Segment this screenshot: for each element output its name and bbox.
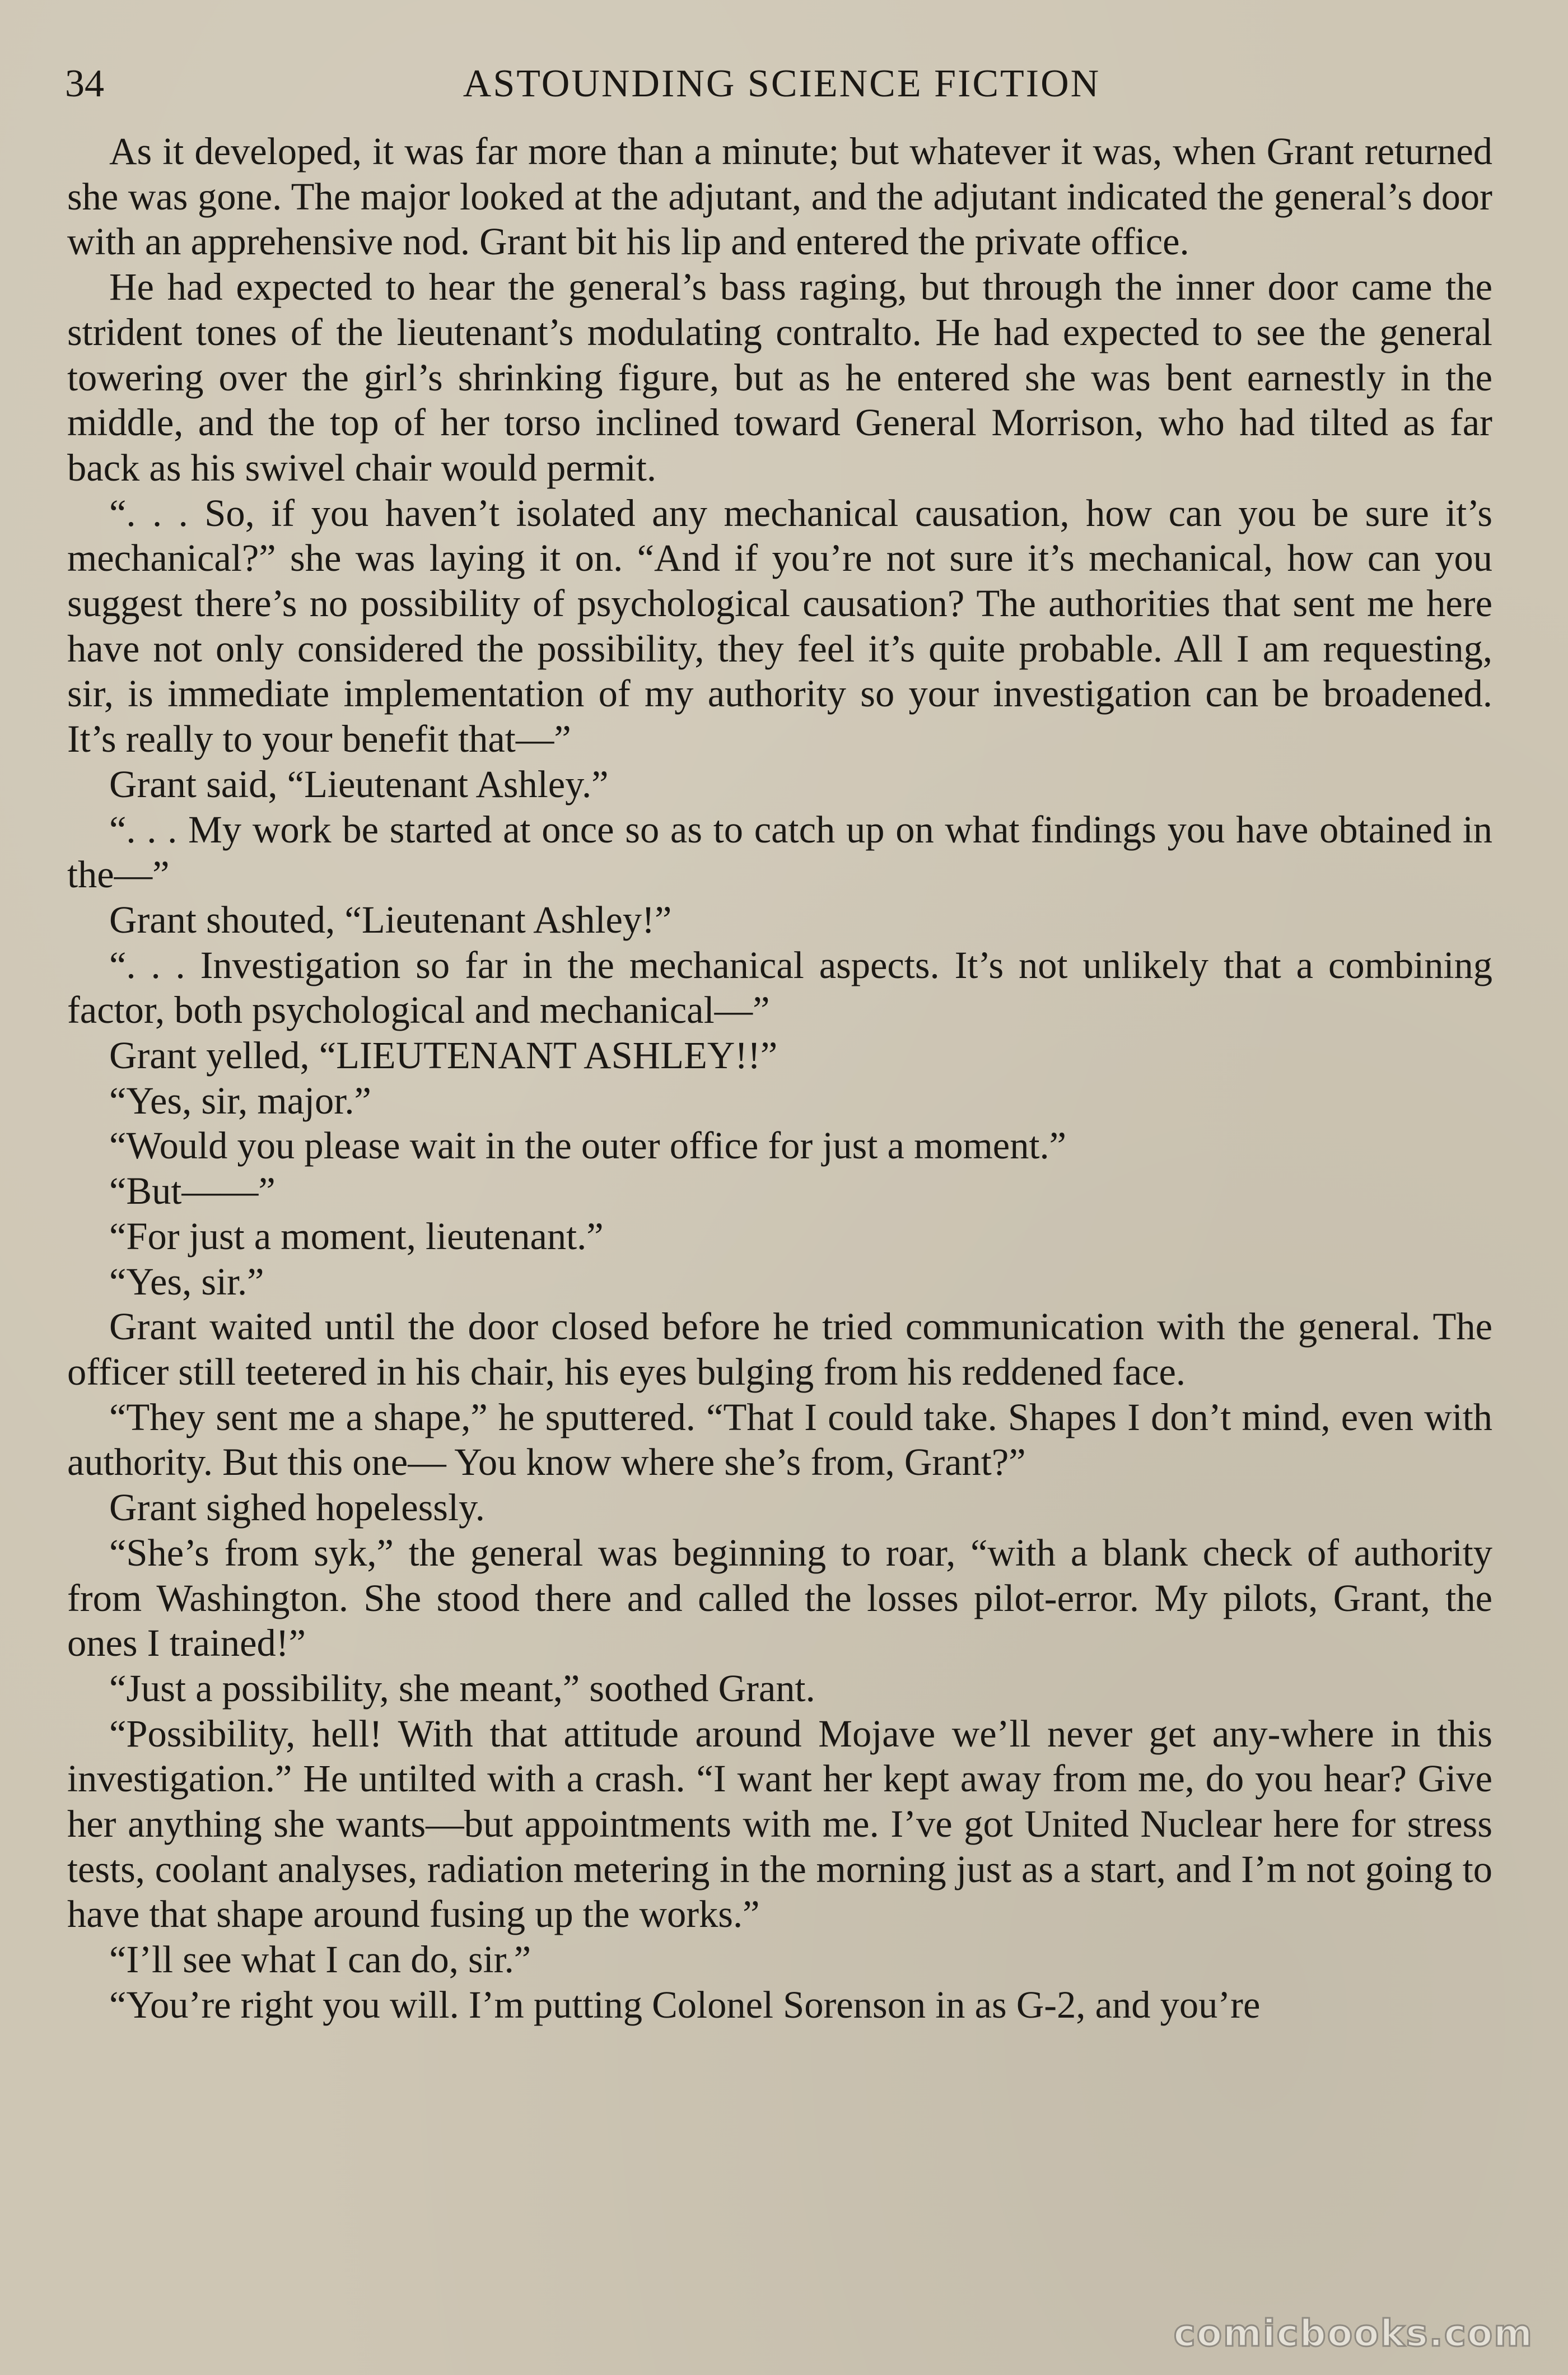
paragraph: “She’s from syk,” the general was beginning to roar, “with a blank check of authority from Washington. She stood there and called the losses pilot-error. My pilots, Grant, the ones I trained!” xyxy=(67,1531,1492,1665)
paragraph: “You’re right you will. I’m putting Colonel Sorenson in as G-2, and you’re xyxy=(109,1983,1261,2026)
paragraph: “. . . So, if you haven’t isolated any mechanical causation, how can you be sure it’s mechanical?” she was laying it on. “And if you’re not sure it’s mechanical, how can you suggest there’s no possibility of psychological causation? The authorities that sent me here have not only considered the possibility, they feel it’s quite probable. All I am requesting, sir, is immediate implementation of my authority so your investigation can be broadened. It’s really to your benefit that—” xyxy=(67,491,1492,761)
paragraph: “Possibility, hell! With that attitude around Mojave we’ll never get any-where in this investigation.” He untilted with a crash. “I want her kept away from me, do you hear? Give her anything she wants—but appointments with me. I’ve got United Nuclear here for stress tests, coolant analyses, radiation metering in the morning just as a start, and I’m not going to have that shape around fusing up the works.” xyxy=(67,1712,1492,1936)
paragraph: Grant waited until the door closed before he tried communication with the general. The officer still teetered in his chair, his eyes bulging from his reddened face. xyxy=(67,1305,1492,1393)
paragraph: Grant sighed hopelessly. xyxy=(109,1486,485,1529)
paragraph: “. . . Investigation so far in the mechanical aspects. It’s not unlikely that a combining factor, both psychological and mechanical—” xyxy=(67,943,1492,1032)
story-text xyxy=(67,129,1492,2028)
page-number: 34 xyxy=(65,62,104,105)
paragraph: “But——” xyxy=(109,1170,276,1213)
paragraph: “Just a possibility, she meant,” soothed Grant. xyxy=(109,1666,815,1710)
running-title: ASTOUNDING SCIENCE FICTION xyxy=(463,62,1101,105)
paragraph: “I’ll see what I can do, sir.” xyxy=(109,1938,531,1981)
page-header xyxy=(65,56,1499,112)
paragraph: “For just a moment, lieutenant.” xyxy=(109,1214,604,1258)
paragraph: Grant shouted, “Lieutenant Ashley!” xyxy=(109,898,672,941)
paragraph: Grant yelled, “LIEUTENANT ASHLEY!!” xyxy=(109,1034,778,1077)
paragraph: “Yes, sir, major.” xyxy=(109,1079,371,1122)
paragraph: “. . . My work be started at once so as to catch up on what findings you have obtained in the—” xyxy=(67,808,1492,896)
paragraph: “Yes, sir.” xyxy=(109,1260,264,1303)
site-watermark: comicbooks.com xyxy=(1173,2312,1533,2355)
paragraph: “They sent me a shape,” he sputtered. “That I could take. Shapes I don’t mind, even with authority. But this one— You know where she’s from, Grant?” xyxy=(67,1395,1492,1484)
paragraph: Grant said, “Lieutenant Ashley.” xyxy=(109,762,609,805)
paragraph: As it developed, it was far more than a minute; but whatever it was, when Grant returned she was gone. The major looked at the adjutant, and the adjutant indicated the general’s door with an apprehensive nod. Grant bit his lip and entered the private office. xyxy=(67,130,1492,263)
paragraph: “Would you please wait in the outer office for just a moment.” xyxy=(109,1124,1067,1167)
paragraph: He had expected to hear the general’s bass raging, but through the inner door came the strident tones of the lieutenant’s modulating contralto. He had expected to see the general towering over the girl’s shrinking figure, but as he entered she was bent earnestly in the middle, and the top of her torso inclined toward General Morrison, who had tilted as far back as his swivel chair would permit. xyxy=(67,266,1492,489)
